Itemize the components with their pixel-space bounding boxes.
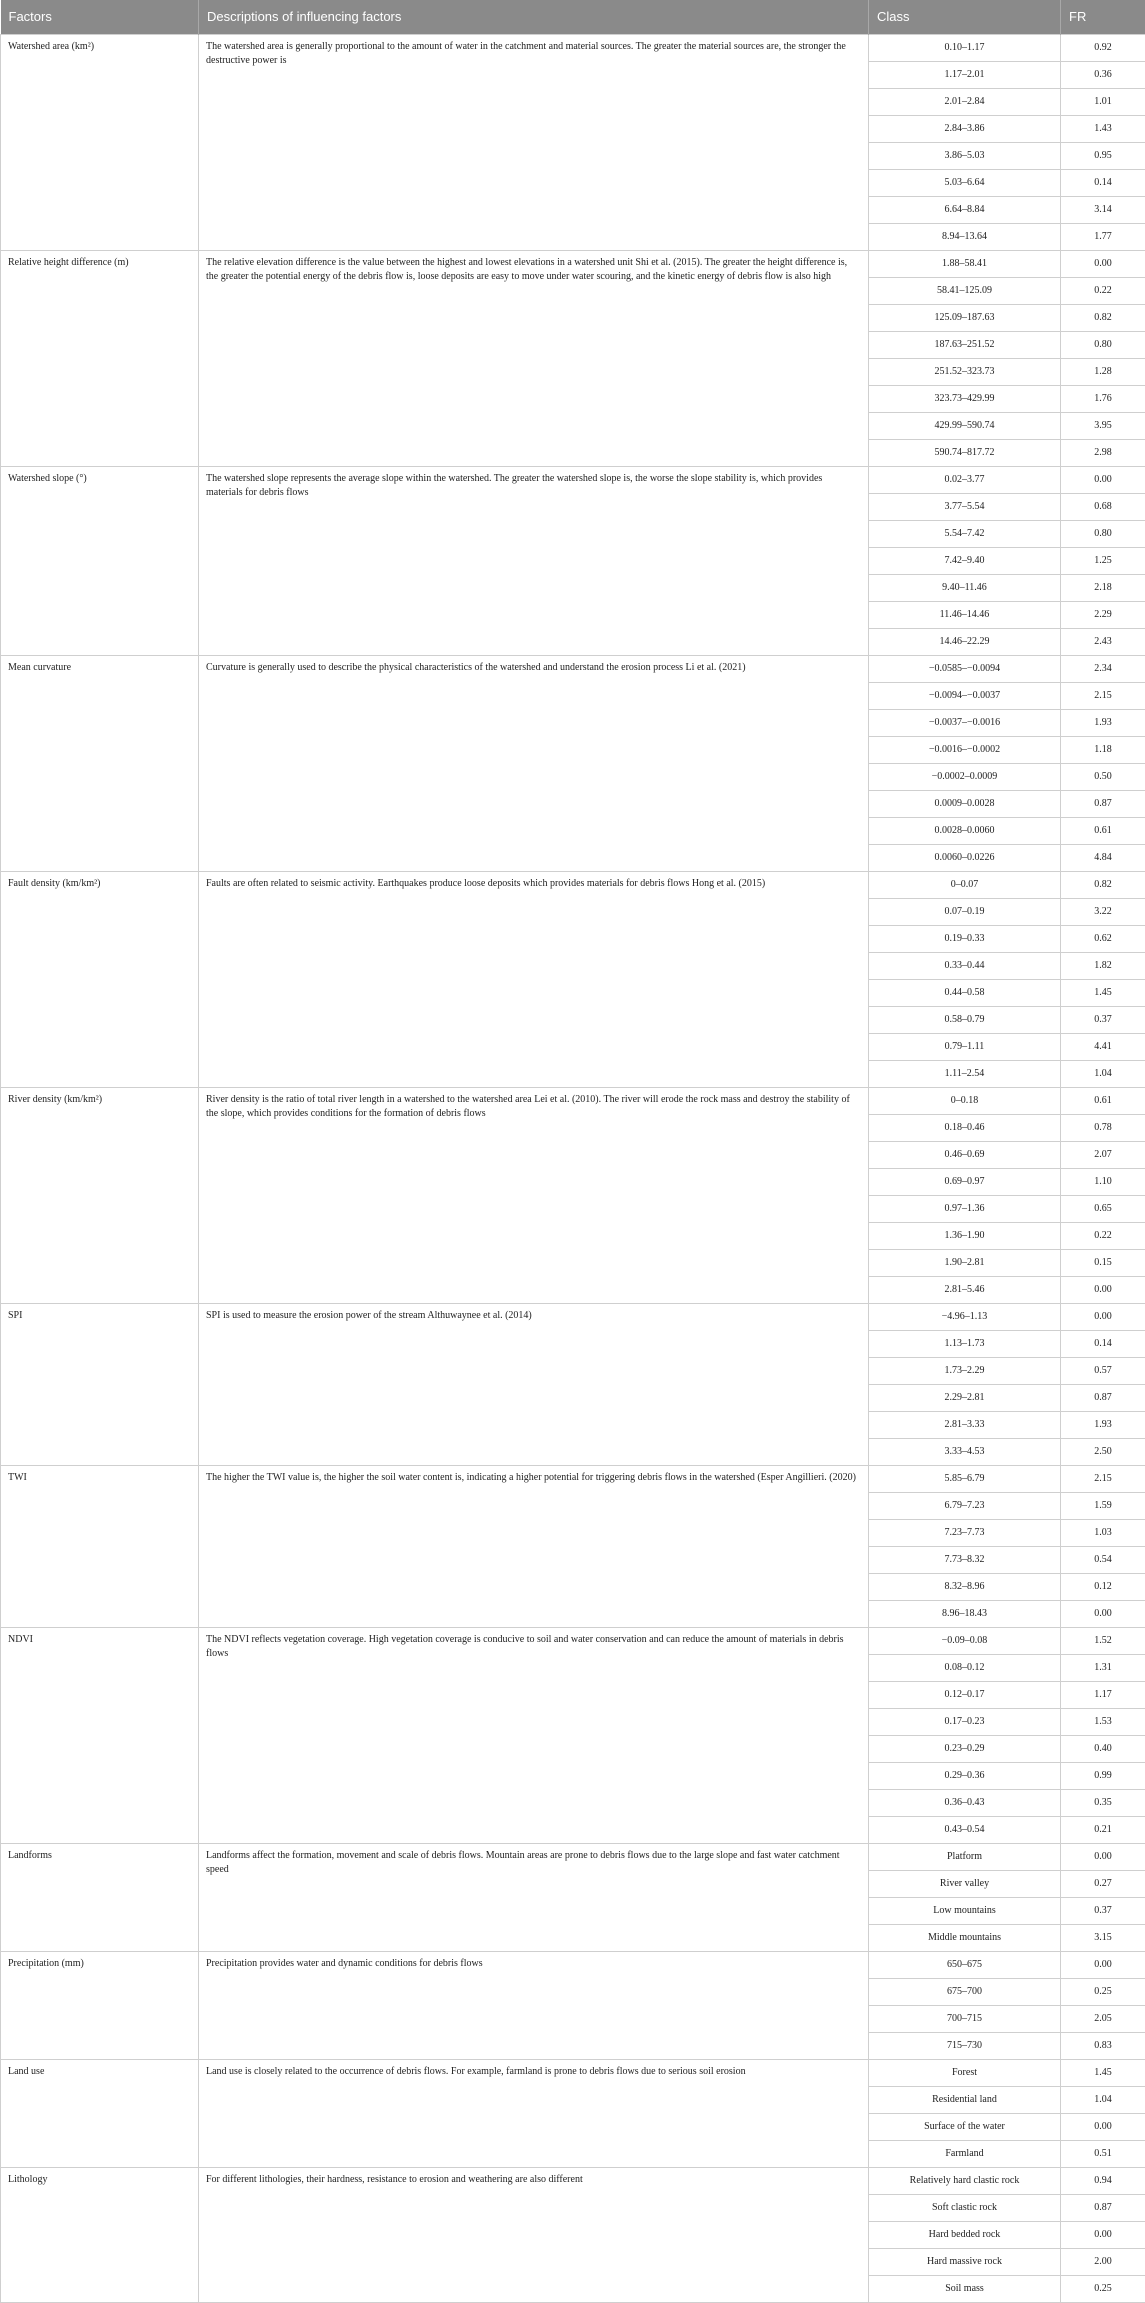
table-row [1,1087,1145,1114]
class-value: 7.23–7.73 [869,1519,1061,1546]
class-value: −0.0585–−0.0094 [869,655,1061,682]
factor-name: TWI [1,1465,199,1627]
class-value: 58.41–125.09 [869,277,1061,304]
fr-value: 0.80 [1061,520,1145,547]
fr-value: 0.00 [1061,466,1145,493]
fr-value: 2.98 [1061,439,1145,466]
table-row [1,871,1145,898]
class-value: Hard bedded rock [869,2221,1061,2248]
factor-name: River density (km/km²) [1,1087,199,1303]
class-value: 187.63–251.52 [869,331,1061,358]
fr-value: 3.15 [1061,1924,1145,1951]
class-value: 0.29–0.36 [869,1762,1061,1789]
fr-value: 0.82 [1061,871,1145,898]
class-value: Middle mountains [869,1924,1061,1951]
class-value: Forest [869,2059,1061,2086]
header-row [1,0,1145,34]
class-value: 0–0.07 [869,871,1061,898]
class-value: 6.79–7.23 [869,1492,1061,1519]
table-row [1,1303,1145,1330]
class-value: 590.74–817.72 [869,439,1061,466]
table-row [1,1465,1145,1492]
class-value: 2.81–5.46 [869,1276,1061,1303]
fr-value: 0.82 [1061,304,1145,331]
class-value: 0–0.18 [869,1087,1061,1114]
fr-value: 0.61 [1061,817,1145,844]
class-value: 0.02–3.77 [869,466,1061,493]
fr-value: 1.01 [1061,88,1145,115]
fr-value: 1.10 [1061,1168,1145,1195]
fr-value: 2.18 [1061,574,1145,601]
class-value: −4.96–1.13 [869,1303,1061,1330]
class-value: 3.33–4.53 [869,1438,1061,1465]
fr-value: 1.77 [1061,223,1145,250]
class-value: 0.36–0.43 [869,1789,1061,1816]
class-value: 1.90–2.81 [869,1249,1061,1276]
fr-value: 0.92 [1061,34,1145,61]
class-value: Relatively hard clastic rock [869,2167,1061,2194]
header-factors: Factors [1,0,199,34]
fr-value: 0.00 [1061,1600,1145,1627]
fr-value: 1.82 [1061,952,1145,979]
fr-value: 1.43 [1061,115,1145,142]
class-value: 1.88–58.41 [869,250,1061,277]
class-value: 125.09–187.63 [869,304,1061,331]
class-value: 0.10–1.17 [869,34,1061,61]
class-value: 0.18–0.46 [869,1114,1061,1141]
class-value: 5.54–7.42 [869,520,1061,547]
fr-value: 0.78 [1061,1114,1145,1141]
fr-value: 0.14 [1061,1330,1145,1357]
factor-description: For different lithologies, their hardness, resistance to erosion and weathering are also different [199,2167,869,2302]
fr-value: 2.34 [1061,655,1145,682]
fr-value: 0.25 [1061,1978,1145,2005]
fr-value: 1.93 [1061,709,1145,736]
fr-value: 2.00 [1061,2248,1145,2275]
fr-value: 0.99 [1061,1762,1145,1789]
fr-value: 0.87 [1061,1384,1145,1411]
fr-value: 0.00 [1061,250,1145,277]
factor-description: The relative elevation difference is the value between the highest and lowest elevations in a watershed unit Shi et al. (2015). The greater the height difference is, the greater the potential energy of the debris flow is, loose deposits are easy to move under water scouring, and the kinetic energy of debris flow is also high [199,250,869,466]
factor-description: Faults are often related to seismic activity. Earthquakes produce loose deposits which provides materials for debris flows Hong et al. (2015) [199,871,869,1087]
class-value: 0.97–1.36 [869,1195,1061,1222]
factor-name: Fault density (km/km²) [1,871,199,1087]
fr-value: 0.12 [1061,1573,1145,1600]
class-value: 1.36–1.90 [869,1222,1061,1249]
fr-value: 0.00 [1061,1276,1145,1303]
class-value: 0.0009–0.0028 [869,790,1061,817]
class-value: 9.40–11.46 [869,574,1061,601]
factor-name: Land use [1,2059,199,2167]
fr-value: 3.22 [1061,898,1145,925]
class-value: 0.46–0.69 [869,1141,1061,1168]
factor-description: Precipitation provides water and dynamic conditions for debris flows [199,1951,869,2059]
class-value: 8.94–13.64 [869,223,1061,250]
fr-value: 0.54 [1061,1546,1145,1573]
fr-value: 1.04 [1061,2086,1145,2113]
class-value: 0.0028–0.0060 [869,817,1061,844]
fr-value: 2.07 [1061,1141,1145,1168]
fr-value: 2.15 [1061,1465,1145,1492]
factor-name: Precipitation (mm) [1,1951,199,2059]
class-value: 3.77–5.54 [869,493,1061,520]
table-row [1,250,1145,277]
fr-value: 0.22 [1061,1222,1145,1249]
fr-value: 0.50 [1061,763,1145,790]
class-value: 11.46–14.46 [869,601,1061,628]
class-value: 0.79–1.11 [869,1033,1061,1060]
class-value: 8.96–18.43 [869,1600,1061,1627]
class-value: −0.09–0.08 [869,1627,1061,1654]
fr-value: 0.21 [1061,1816,1145,1843]
fr-value: 0.65 [1061,1195,1145,1222]
factor-description: Landforms affect the formation, movement and scale of debris flows. Mountain areas are prone to debris flows due to the large slope and fast water catchment speed [199,1843,869,1951]
class-value: 0.44–0.58 [869,979,1061,1006]
class-value: 323.73–429.99 [869,385,1061,412]
fr-value: 1.03 [1061,1519,1145,1546]
class-value: 5.03–6.64 [869,169,1061,196]
table-row [1,2167,1145,2194]
class-value: −0.0037–−0.0016 [869,709,1061,736]
class-value: 700–715 [869,2005,1061,2032]
class-value: −0.0002–0.0009 [869,763,1061,790]
fr-value: 1.53 [1061,1708,1145,1735]
class-value: 3.86–5.03 [869,142,1061,169]
fr-value: 0.00 [1061,2113,1145,2140]
fr-value: 1.25 [1061,547,1145,574]
factor-name: NDVI [1,1627,199,1843]
factor-description: SPI is used to measure the erosion power of the stream Althuwaynee et al. (2014) [199,1303,869,1465]
class-value: 429.99–590.74 [869,412,1061,439]
fr-value: 0.95 [1061,142,1145,169]
table-row [1,466,1145,493]
class-value: Hard massive rock [869,2248,1061,2275]
fr-value: 0.35 [1061,1789,1145,1816]
fr-value: 0.37 [1061,1006,1145,1033]
factor-description: The NDVI reflects vegetation coverage. High vegetation coverage is conducive to soil and water conservation and can reduce the amount of materials in debris flows [199,1627,869,1843]
factor-description: Land use is closely related to the occurrence of debris flows. For example, farmland is prone to debris flows due to serious soil erosion [199,2059,869,2167]
factor-name: Watershed slope (°) [1,466,199,655]
class-value: 0.0060–0.0226 [869,844,1061,871]
fr-value: 3.14 [1061,196,1145,223]
class-value: 5.85–6.79 [869,1465,1061,1492]
factor-description: The higher the TWI value is, the higher the soil water content is, indicating a higher potential for triggering debris flows in the watershed (Esper Angillieri. (2020) [199,1465,869,1627]
fr-value: 1.04 [1061,1060,1145,1087]
fr-value: 2.29 [1061,601,1145,628]
factor-name: Relative height difference (m) [1,250,199,466]
fr-value: 0.37 [1061,1897,1145,1924]
class-value: 14.46–22.29 [869,628,1061,655]
header-class: Class [869,0,1061,34]
table-row [1,655,1145,682]
fr-value: 0.00 [1061,1951,1145,1978]
class-value: 0.12–0.17 [869,1681,1061,1708]
fr-value: 1.18 [1061,736,1145,763]
class-value: 0.08–0.12 [869,1654,1061,1681]
fr-value: 1.59 [1061,1492,1145,1519]
fr-value: 4.84 [1061,844,1145,871]
class-value: Low mountains [869,1897,1061,1924]
fr-value: 1.76 [1061,385,1145,412]
factor-description: The watershed slope represents the average slope within the watershed. The greater the watershed slope is, the worse the slope stability is, which provides materials for debris flows [199,466,869,655]
table-row [1,34,1145,61]
fr-value: 1.52 [1061,1627,1145,1654]
fr-value: 0.00 [1061,1843,1145,1870]
fr-value: 0.40 [1061,1735,1145,1762]
fr-value: 0.00 [1061,2221,1145,2248]
header-fr: FR [1061,0,1145,34]
fr-value: 1.93 [1061,1411,1145,1438]
class-value: 2.81–3.33 [869,1411,1061,1438]
class-value: 8.32–8.96 [869,1573,1061,1600]
class-value: Soil mass [869,2275,1061,2302]
fr-value: 0.51 [1061,2140,1145,2167]
factor-name: Lithology [1,2167,199,2302]
class-value: 6.64–8.84 [869,196,1061,223]
table-body [1,34,1145,2302]
class-value: 0.17–0.23 [869,1708,1061,1735]
class-value: Platform [869,1843,1061,1870]
class-value: 7.73–8.32 [869,1546,1061,1573]
class-value: 0.43–0.54 [869,1816,1061,1843]
fr-value: 0.36 [1061,61,1145,88]
fr-value: 0.00 [1061,1303,1145,1330]
fr-value: 0.87 [1061,2194,1145,2221]
fr-value: 1.45 [1061,979,1145,1006]
factor-name: SPI [1,1303,199,1465]
fr-value: 2.05 [1061,2005,1145,2032]
fr-value: 1.28 [1061,358,1145,385]
class-value: Surface of the water [869,2113,1061,2140]
class-value: 2.84–3.86 [869,115,1061,142]
class-value: 675–700 [869,1978,1061,2005]
class-value: River valley [869,1870,1061,1897]
class-value: 0.58–0.79 [869,1006,1061,1033]
fr-value: 1.31 [1061,1654,1145,1681]
class-value: 0.19–0.33 [869,925,1061,952]
fr-value: 2.43 [1061,628,1145,655]
class-value: −0.0094–−0.0037 [869,682,1061,709]
fr-value: 0.61 [1061,1087,1145,1114]
class-value: Soft clastic rock [869,2194,1061,2221]
fr-value: 0.94 [1061,2167,1145,2194]
class-value: −0.0016–−0.0002 [869,736,1061,763]
header-descriptions: Descriptions of influencing factors [199,0,869,34]
fr-value: 4.41 [1061,1033,1145,1060]
fr-value: 0.22 [1061,277,1145,304]
factor-name: Watershed area (km²) [1,34,199,250]
fr-value: 0.27 [1061,1870,1145,1897]
class-value: 0.23–0.29 [869,1735,1061,1762]
fr-value: 3.95 [1061,412,1145,439]
table-row [1,1843,1145,1870]
fr-value: 0.80 [1061,331,1145,358]
class-value: 715–730 [869,2032,1061,2059]
fr-value: 0.14 [1061,169,1145,196]
fr-value: 0.62 [1061,925,1145,952]
factor-description: Curvature is generally used to describe the physical characteristics of the watershed and understand the erosion process Li et al. (2021) [199,655,869,871]
fr-value: 0.25 [1061,2275,1145,2302]
class-value: 1.17–2.01 [869,61,1061,88]
class-value: 650–675 [869,1951,1061,1978]
table-row [1,1951,1145,1978]
class-value: 2.29–2.81 [869,1384,1061,1411]
fr-value: 2.50 [1061,1438,1145,1465]
fr-value: 1.45 [1061,2059,1145,2086]
class-value: 0.33–0.44 [869,952,1061,979]
class-value: 251.52–323.73 [869,358,1061,385]
factor-description: The watershed area is generally proportional to the amount of water in the catchment and material sources. The greater the material sources are, the stronger the destructive power is [199,34,869,250]
fr-value: 0.87 [1061,790,1145,817]
factor-name: Landforms [1,1843,199,1951]
fr-value: 0.68 [1061,493,1145,520]
fr-value: 0.15 [1061,1249,1145,1276]
class-value: 0.07–0.19 [869,898,1061,925]
class-value: 1.73–2.29 [869,1357,1061,1384]
fr-value: 0.83 [1061,2032,1145,2059]
factor-name: Mean curvature [1,655,199,871]
fr-value: 2.15 [1061,682,1145,709]
class-value: 1.13–1.73 [869,1330,1061,1357]
table-row [1,1627,1145,1654]
fr-value: 1.17 [1061,1681,1145,1708]
class-value: Farmland [869,2140,1061,2167]
class-value: Residential land [869,2086,1061,2113]
class-value: 1.11–2.54 [869,1060,1061,1087]
table-row [1,2059,1145,2086]
factor-description: River density is the ratio of total river length in a watershed to the watershed area Lei et al. (2010). The river will erode the rock mass and destroy the stability of the slope, which provides conditions for the formation of debris flows [199,1087,869,1303]
class-value: 7.42–9.40 [869,547,1061,574]
fr-value: 0.57 [1061,1357,1145,1384]
class-value: 2.01–2.84 [869,88,1061,115]
class-value: 0.69–0.97 [869,1168,1061,1195]
